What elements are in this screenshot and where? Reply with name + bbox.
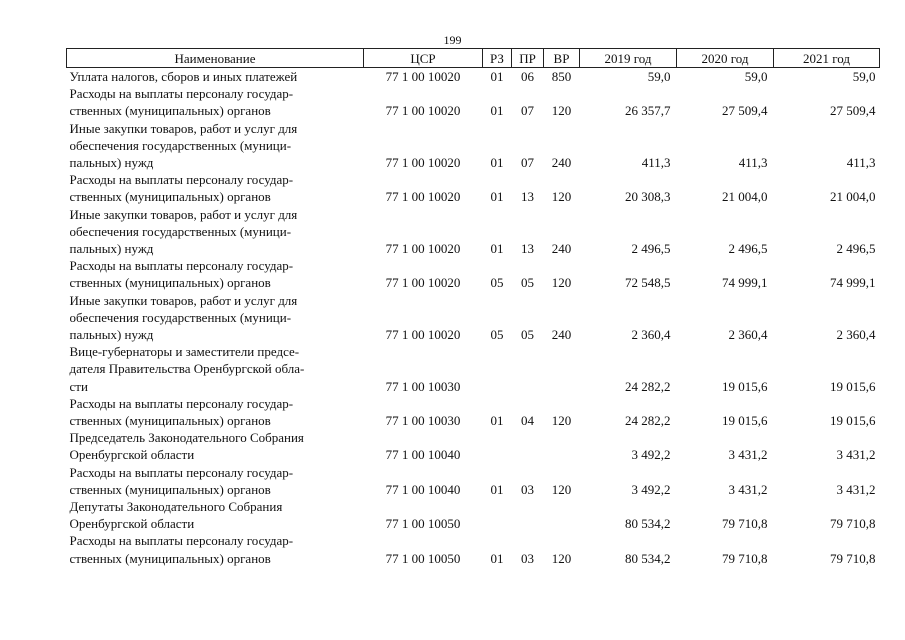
cell-rz: 05 bbox=[490, 327, 504, 343]
table-row bbox=[67, 206, 880, 258]
table-row bbox=[67, 257, 880, 291]
cell-csr: 77 1 00 10050 bbox=[385, 550, 461, 566]
cell-2020: 79 710,8 bbox=[722, 550, 768, 566]
cell-2021: 19 015,6 bbox=[830, 378, 876, 394]
cell-name bbox=[67, 429, 364, 463]
cell-2020: 411,3 bbox=[738, 155, 768, 171]
header-rz: РЗ bbox=[483, 49, 512, 68]
cell-name bbox=[67, 257, 364, 291]
cell-2021: 411,3 bbox=[846, 155, 876, 171]
cell-2020: 19 015,6 bbox=[722, 378, 768, 394]
cell-2019: 3 492,2 bbox=[631, 481, 671, 497]
cell-rz: 01 bbox=[490, 413, 504, 429]
table-row bbox=[67, 85, 880, 119]
cell-2020: 21 004,0 bbox=[722, 189, 768, 205]
cell-2021: 79 710,8 bbox=[830, 550, 876, 566]
cell-name bbox=[67, 464, 364, 498]
cell-name-line: Вице-губернаторы и заместители предсе- bbox=[69, 344, 300, 360]
cell-name-line: Оренбургской области bbox=[69, 516, 195, 532]
cell-name-line: пальных) нужд bbox=[69, 327, 154, 343]
cell-pr bbox=[512, 498, 544, 532]
cell-name-line: обеспечения государственных (муници- bbox=[69, 223, 292, 239]
cell-2021: 27 509,4 bbox=[830, 103, 876, 119]
cell-2019: 20 308,3 bbox=[625, 189, 671, 205]
cell-name-line: Расходы на выплаты персоналу государ- bbox=[69, 86, 294, 102]
cell-2021: 74 999,1 bbox=[830, 275, 876, 291]
table-row bbox=[67, 292, 880, 344]
cell-rz bbox=[483, 343, 512, 395]
cell-vr bbox=[544, 343, 580, 395]
cell-2020: 74 999,1 bbox=[722, 275, 768, 291]
header-csr: ЦСР bbox=[364, 49, 483, 68]
budget-table bbox=[66, 48, 880, 567]
cell-name-line: ственных (муниципальных) органов bbox=[69, 413, 271, 429]
cell-vr: 850 bbox=[551, 69, 572, 84]
cell-vr: 120 bbox=[551, 189, 572, 205]
cell-name bbox=[67, 292, 364, 344]
cell-2019: 72 548,5 bbox=[625, 275, 671, 291]
cell-name-line: Иные закупки товаров, работ и услуг для bbox=[69, 120, 298, 136]
cell-pr bbox=[512, 429, 544, 463]
cell-2020: 2 496,5 bbox=[728, 241, 768, 257]
cell-pr: 03 bbox=[521, 550, 534, 566]
table-row bbox=[67, 464, 880, 498]
cell-name-line: Уплата налогов, сборов и иных платежей bbox=[69, 69, 298, 84]
cell-name-line: Иные закупки товаров, работ и услуг для bbox=[69, 292, 298, 308]
cell-csr: 77 1 00 10020 bbox=[385, 69, 461, 84]
cell-rz: 01 bbox=[490, 481, 504, 497]
cell-name bbox=[67, 85, 364, 119]
cell-2019: 2 360,4 bbox=[631, 327, 671, 343]
cell-name-line: ственных (муниципальных) органов bbox=[69, 550, 271, 566]
cell-pr: 13 bbox=[521, 241, 534, 257]
cell-2020: 2 360,4 bbox=[728, 327, 768, 343]
cell-2019: 80 534,2 bbox=[625, 516, 671, 532]
cell-rz: 01 bbox=[490, 155, 504, 171]
cell-2020: 19 015,6 bbox=[722, 413, 768, 429]
header-name: Наименование bbox=[67, 49, 364, 68]
cell-name-line: Иные закупки товаров, работ и услуг для bbox=[69, 206, 298, 222]
cell-2021: 79 710,8 bbox=[830, 516, 876, 532]
cell-vr bbox=[544, 429, 580, 463]
cell-csr: 77 1 00 10020 bbox=[385, 155, 461, 171]
cell-name-line: обеспечения государственных (муници- bbox=[69, 309, 292, 325]
cell-2020: 27 509,4 bbox=[722, 103, 768, 119]
cell-2019: 24 282,2 bbox=[625, 378, 671, 394]
cell-csr: 77 1 00 10020 bbox=[385, 241, 461, 257]
cell-pr: 05 bbox=[521, 275, 534, 291]
cell-csr: 77 1 00 10050 bbox=[385, 516, 461, 532]
cell-pr: 06 bbox=[521, 69, 534, 84]
header-2020: 2020 год bbox=[677, 49, 774, 68]
table-row bbox=[67, 343, 880, 395]
cell-vr: 120 bbox=[551, 103, 572, 119]
cell-name-line: сти bbox=[69, 378, 88, 394]
cell-name bbox=[67, 498, 364, 532]
cell-rz bbox=[483, 429, 512, 463]
cell-csr: 77 1 00 10020 bbox=[385, 103, 461, 119]
cell-vr: 240 bbox=[551, 327, 572, 343]
cell-2021: 19 015,6 bbox=[830, 413, 876, 429]
cell-2019: 59,0 bbox=[647, 69, 671, 84]
cell-rz: 01 bbox=[490, 189, 504, 205]
cell-name bbox=[67, 171, 364, 205]
cell-name bbox=[67, 395, 364, 429]
cell-csr: 77 1 00 10030 bbox=[385, 378, 461, 394]
cell-rz: 05 bbox=[490, 275, 504, 291]
header-2021: 2021 год bbox=[774, 49, 880, 68]
cell-vr: 240 bbox=[551, 155, 572, 171]
cell-csr: 77 1 00 10040 bbox=[385, 481, 461, 497]
cell-2019: 26 357,7 bbox=[625, 103, 671, 119]
page-number: 199 bbox=[443, 33, 462, 47]
cell-2019: 80 534,2 bbox=[625, 550, 671, 566]
cell-2019: 2 496,5 bbox=[631, 241, 671, 257]
table-row bbox=[67, 68, 880, 86]
table-row bbox=[67, 429, 880, 463]
cell-name-line: дателя Правительства Оренбургской обла- bbox=[69, 361, 305, 377]
table-row bbox=[67, 171, 880, 205]
cell-2019: 24 282,2 bbox=[625, 413, 671, 429]
table-body bbox=[67, 68, 880, 567]
cell-name-line: обеспечения государственных (муници- bbox=[69, 137, 292, 153]
cell-rz: 01 bbox=[490, 241, 504, 257]
cell-csr: 77 1 00 10030 bbox=[385, 413, 461, 429]
cell-name bbox=[67, 532, 364, 566]
cell-2021: 3 431,2 bbox=[836, 447, 876, 463]
cell-pr: 07 bbox=[521, 103, 534, 119]
table-header bbox=[67, 49, 880, 68]
cell-rz bbox=[483, 498, 512, 532]
cell-vr: 120 bbox=[551, 275, 572, 291]
cell-vr: 240 bbox=[551, 241, 572, 257]
cell-vr bbox=[544, 498, 580, 532]
cell-csr: 77 1 00 10020 bbox=[385, 189, 461, 205]
cell-name-line: Оренбургской области bbox=[69, 447, 195, 463]
cell-vr: 120 bbox=[551, 550, 572, 566]
cell-name bbox=[67, 68, 364, 86]
header-2019: 2019 год bbox=[580, 49, 677, 68]
cell-csr: 77 1 00 10020 bbox=[385, 275, 461, 291]
cell-name-line: Расходы на выплаты персоналу государ- bbox=[69, 395, 294, 411]
cell-name-line: ственных (муниципальных) органов bbox=[69, 189, 271, 205]
cell-name-line: ственных (муниципальных) органов bbox=[69, 275, 271, 291]
cell-name-line: пальных) нужд bbox=[69, 241, 154, 257]
cell-2020: 59,0 bbox=[744, 69, 768, 84]
cell-rz: 01 bbox=[490, 550, 504, 566]
cell-name-line: Расходы на выплаты персоналу государ- bbox=[69, 464, 294, 480]
cell-2020: 3 431,2 bbox=[728, 481, 768, 497]
cell-name-line: Расходы на выплаты персоналу государ- bbox=[69, 172, 294, 188]
cell-pr: 03 bbox=[521, 481, 534, 497]
cell-name-line: Расходы на выплаты персоналу государ- bbox=[69, 258, 294, 274]
cell-pr: 13 bbox=[521, 189, 534, 205]
cell-pr: 07 bbox=[521, 155, 534, 171]
cell-2020: 79 710,8 bbox=[722, 516, 768, 532]
cell-pr: 04 bbox=[521, 413, 534, 429]
cell-csr: 77 1 00 10020 bbox=[385, 327, 461, 343]
cell-name bbox=[67, 206, 364, 258]
cell-name-line: Депутаты Законодательного Собрания bbox=[69, 499, 283, 515]
cell-name-line: ственных (муниципальных) органов bbox=[69, 481, 271, 497]
cell-name-line: Расходы на выплаты персоналу государ- bbox=[69, 533, 294, 549]
cell-2021: 3 431,2 bbox=[836, 481, 876, 497]
cell-pr bbox=[512, 343, 544, 395]
cell-2021: 2 496,5 bbox=[836, 241, 876, 257]
cell-2019: 411,3 bbox=[641, 155, 671, 171]
cell-2021: 2 360,4 bbox=[836, 327, 876, 343]
cell-csr: 77 1 00 10040 bbox=[385, 447, 461, 463]
cell-name-line: Председатель Законодательного Собрания bbox=[69, 430, 304, 446]
cell-name bbox=[67, 120, 364, 172]
table-row bbox=[67, 120, 880, 172]
cell-name-line: ственных (муниципальных) органов bbox=[69, 103, 271, 119]
table-row bbox=[67, 498, 880, 532]
cell-pr: 05 bbox=[521, 327, 534, 343]
table-row bbox=[67, 532, 880, 566]
cell-2021: 59,0 bbox=[852, 69, 876, 84]
header-vr: ВР bbox=[544, 49, 580, 68]
table-row bbox=[67, 395, 880, 429]
cell-rz: 01 bbox=[490, 103, 504, 119]
cell-rz: 01 bbox=[490, 69, 504, 84]
cell-vr: 120 bbox=[551, 413, 572, 429]
cell-2020: 3 431,2 bbox=[728, 447, 768, 463]
cell-name bbox=[67, 343, 364, 395]
header-pr: ПР bbox=[512, 49, 544, 68]
cell-name-line: пальных) нужд bbox=[69, 155, 154, 171]
cell-2019: 3 492,2 bbox=[631, 447, 671, 463]
cell-2021: 21 004,0 bbox=[830, 189, 876, 205]
cell-vr: 120 bbox=[551, 481, 572, 497]
